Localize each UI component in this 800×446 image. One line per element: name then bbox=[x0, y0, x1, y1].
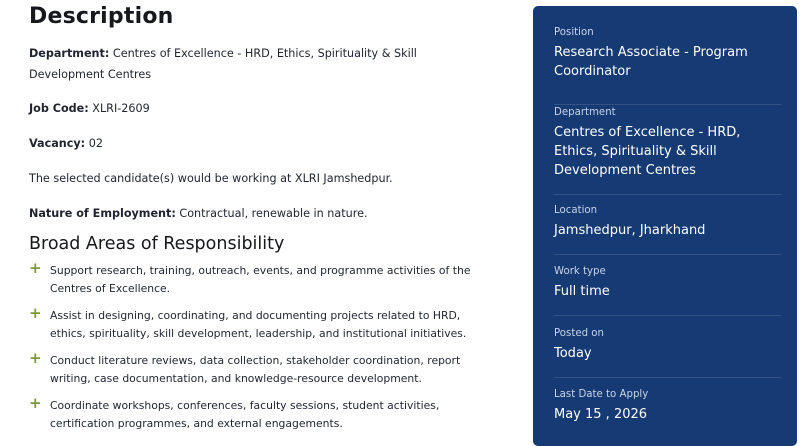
responsibility-text: Assist in designing, coordinating, and documenting projects related to HRD, ethics, spirituality, skill development, leadership, and institutional initiatives. bbox=[50, 309, 467, 340]
list-item bbox=[29, 259, 479, 297]
plus-icon: + bbox=[29, 349, 42, 367]
page-title: Description bbox=[29, 4, 174, 29]
summary-position bbox=[554, 26, 781, 105]
summary-last-date bbox=[554, 388, 781, 438]
list-item bbox=[29, 349, 479, 387]
plus-icon: + bbox=[29, 304, 42, 322]
responsibility-text: Conduct literature reviews, data collection, stakeholder coordination, report writing, case documentation, and knowledge-resource development. bbox=[50, 354, 461, 385]
job-code-line bbox=[29, 98, 479, 119]
vacancy-label: Vacancy: bbox=[29, 137, 86, 150]
employment-label: Nature of Employment: bbox=[29, 207, 176, 220]
department-label: Department: bbox=[29, 47, 110, 60]
responsibility-text: Coordinate workshops, conferences, faculty sessions, student activities, certification programmes, and external engagements. bbox=[50, 399, 440, 430]
location-value: Jamshedpur, Jharkhand bbox=[554, 223, 706, 238]
job-code-value: XLRI-2609 bbox=[88, 102, 150, 115]
department-line bbox=[29, 43, 479, 85]
summary-location bbox=[554, 204, 781, 255]
plus-icon: + bbox=[29, 394, 42, 412]
department-label: Department bbox=[554, 107, 616, 118]
summary-work-type bbox=[554, 265, 781, 316]
responsibilities-heading: Broad Areas of Responsibility bbox=[29, 234, 285, 254]
summary-department bbox=[554, 106, 781, 195]
list-item bbox=[29, 304, 479, 342]
position-value: Research Associate - Program Coordinator bbox=[554, 45, 748, 79]
work-type-value: Full time bbox=[554, 284, 610, 299]
department-value: Centres of Excellence - HRD, Ethics, Spirituality & Skill Development Centres bbox=[554, 125, 741, 178]
list-item bbox=[29, 394, 479, 432]
job-code-label: Job Code: bbox=[29, 102, 89, 115]
posted-label: Posted on bbox=[554, 328, 604, 339]
vacancy-line bbox=[29, 133, 479, 154]
vacancy-value: 02 bbox=[85, 137, 103, 150]
responsibility-text: Support research, training, outreach, events, and programme activities of the Centres of Excellence. bbox=[50, 264, 471, 295]
job-summary-card bbox=[533, 6, 797, 446]
responsibilities-list bbox=[29, 259, 479, 442]
position-label: Position bbox=[554, 27, 594, 38]
last-date-label: Last Date to Apply bbox=[554, 389, 649, 400]
employment-value: Contractual, renewable in nature. bbox=[175, 207, 368, 220]
employment-line bbox=[29, 203, 479, 224]
last-date-value: May 15 , 2026 bbox=[554, 407, 648, 422]
department-value: Centres of Excellence - HRD, Ethics, Spirituality & Skill Development Centres bbox=[29, 47, 417, 81]
work-location-statement: The selected candidate(s) would be working at XLRI Jamshedpur. bbox=[29, 172, 393, 185]
summary-posted-on bbox=[554, 327, 781, 378]
work-type-label: Work type bbox=[554, 266, 606, 277]
location-label: Location bbox=[554, 205, 598, 216]
posted-value: Today bbox=[554, 346, 592, 361]
plus-icon: + bbox=[29, 259, 42, 277]
